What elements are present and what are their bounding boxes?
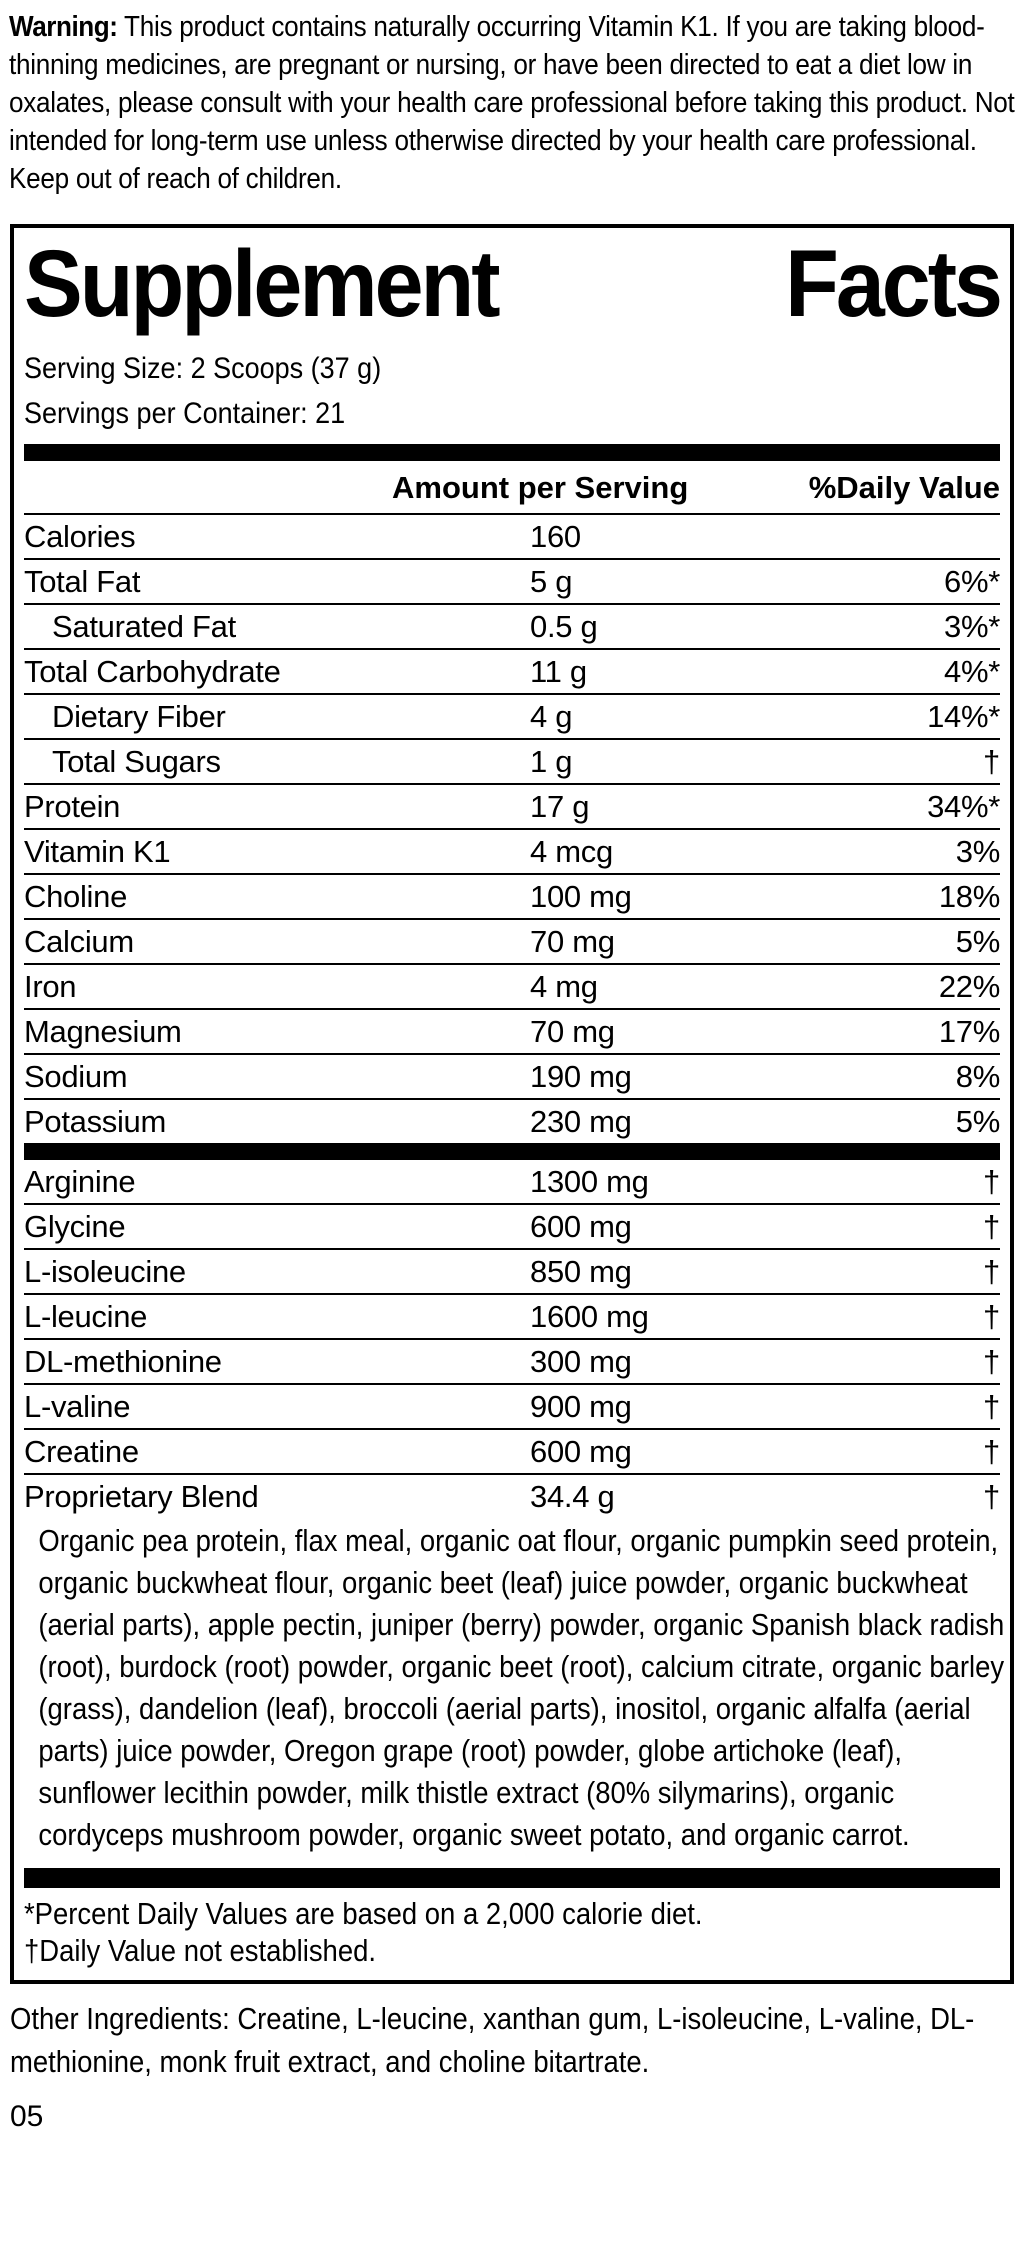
nutrient-amount: 900 mg xyxy=(530,1389,632,1424)
thick-divider-middle xyxy=(24,1143,1000,1160)
servings-per-container: Servings per Container: 21 xyxy=(24,397,346,430)
serving-info xyxy=(24,346,1000,436)
other-ingredients: Other Ingredients: Creatine, L-leucine, xanthan gum, L-isoleucine, L-valine, DL-methionine, monk fruit extract, and choline bitartrate. xyxy=(10,2002,975,2079)
nutrient-label: Glycine xyxy=(24,1209,126,1244)
nutrient-row xyxy=(24,785,1000,830)
nutrient-row xyxy=(24,1160,1000,1205)
nutrient-daily-value: † xyxy=(983,1389,1000,1424)
footnotes xyxy=(24,1888,1000,1972)
supplement-facts-panel xyxy=(10,224,1014,1984)
nutrient-label: Potassium xyxy=(24,1104,167,1139)
amino-acid-rows xyxy=(24,1160,1000,1475)
nutrient-row xyxy=(24,740,1000,785)
nutrient-daily-value: 8% xyxy=(955,1059,1000,1094)
nutrient-daily-value: 6%* xyxy=(944,564,1000,599)
nutrient-amount: 17 g xyxy=(530,789,590,824)
proprietary-blend-row xyxy=(24,1475,1000,1518)
nutrient-label: Sodium xyxy=(24,1059,128,1094)
nutrient-row xyxy=(24,605,1000,650)
nutrient-label: Vitamin K1 xyxy=(24,834,171,869)
table-header xyxy=(24,461,1000,515)
nutrient-amount: 4 mg xyxy=(530,969,598,1004)
nutrient-row xyxy=(24,1340,1000,1385)
panel-title-left: Supplement xyxy=(24,229,498,337)
nutrient-label: Calcium xyxy=(24,924,134,959)
nutrient-label: Iron xyxy=(24,969,77,1004)
nutrient-label: L-isoleucine xyxy=(24,1254,186,1289)
nutrient-amount: 4 mcg xyxy=(530,834,613,869)
nutrient-amount: 70 mg xyxy=(530,924,615,959)
nutrient-label: Calories xyxy=(24,519,136,554)
footnote-percent-daily-value: *Percent Daily Values are based on a 2,000 calorie diet. xyxy=(24,1897,703,1931)
nutrient-amount: 1 g xyxy=(530,744,573,779)
panel-title xyxy=(24,229,1000,344)
nutrient-daily-value: 17% xyxy=(938,1014,1000,1049)
serving-size: Serving Size: 2 Scoops (37 g) xyxy=(24,352,382,385)
nutrient-row xyxy=(24,1430,1000,1475)
page-number: 05 xyxy=(10,2100,44,2133)
nutrient-row xyxy=(24,515,1000,560)
nutrient-row xyxy=(24,965,1000,1010)
nutrient-label: Dietary Fiber xyxy=(52,699,226,734)
nutrient-amount: 34.4 g xyxy=(530,1479,615,1514)
nutrient-label: Protein xyxy=(24,789,121,824)
nutrient-amount: 0.5 g xyxy=(530,609,598,644)
nutrient-rows xyxy=(24,515,1000,1143)
nutrient-row xyxy=(24,875,1000,920)
nutrient-daily-value: † xyxy=(983,1164,1000,1199)
nutrient-amount: 850 mg xyxy=(530,1254,632,1289)
nutrient-daily-value: † xyxy=(983,1299,1000,1334)
nutrient-row xyxy=(24,1100,1000,1143)
nutrient-amount: 600 mg xyxy=(530,1209,632,1244)
footnote-daily-value-not-established: †Daily Value not established. xyxy=(24,1934,376,1968)
nutrient-amount: 190 mg xyxy=(530,1059,632,1094)
blend-ingredients: Organic pea protein, flax meal, organic oat flour, organic pumpkin seed protein, organic buckwheat flour, organic beet (leaf) juice powder, organic buckwheat (aerial parts), apple pectin, juniper (berry) powder, organic Spanish black radish (root), burdock (root) powder, organic beet (root), calcium citrate, organic barley (grass), dandelion (leaf), broccoli (aerial parts), inositol, organic alfalfa (aerial parts) juice powder, Oregon grape (root) powder, globe artichoke (leaf), sunflower lecithin powder, milk thistle extract (80% silymarins), organic cordyceps mushroom powder, organic sweet potato, and organic carrot. xyxy=(38,1524,1005,1852)
nutrient-row xyxy=(24,1205,1000,1250)
nutrient-amount: 160 xyxy=(530,519,581,554)
nutrient-amount: 100 mg xyxy=(530,879,632,914)
nutrient-row xyxy=(24,560,1000,605)
nutrient-label: Proprietary Blend xyxy=(24,1479,259,1514)
nutrient-daily-value: † xyxy=(983,1344,1000,1379)
nutrient-label: Total Sugars xyxy=(52,744,221,779)
nutrient-row xyxy=(24,1295,1000,1340)
nutrient-row xyxy=(24,920,1000,965)
panel-title-right: Facts xyxy=(785,229,1000,337)
nutrient-label: Choline xyxy=(24,879,128,914)
nutrient-label: Magnesium xyxy=(24,1014,182,1049)
nutrient-daily-value: 22% xyxy=(938,969,1000,1004)
nutrient-amount: 70 mg xyxy=(530,1014,615,1049)
column-header-amount: Amount per Serving xyxy=(392,470,689,505)
nutrient-daily-value: 3%* xyxy=(944,609,1000,644)
nutrient-label: Total Carbohydrate xyxy=(24,654,281,689)
column-header-daily-value: %Daily Value xyxy=(808,470,1000,505)
nutrient-row xyxy=(24,1010,1000,1055)
nutrient-label: Saturated Fat xyxy=(52,609,236,644)
nutrient-label: Arginine xyxy=(24,1164,136,1199)
nutrient-row xyxy=(24,830,1000,875)
warning-label: Warning: xyxy=(9,11,118,43)
nutrient-label: Creatine xyxy=(24,1434,139,1469)
nutrient-row xyxy=(24,1385,1000,1430)
thick-divider-top xyxy=(24,444,1000,461)
nutrient-row xyxy=(24,1250,1000,1295)
nutrient-daily-value: † xyxy=(983,1209,1000,1244)
nutrient-daily-value: 4%* xyxy=(944,654,1000,689)
nutrient-daily-value: † xyxy=(983,1434,1000,1469)
nutrient-amount: 230 mg xyxy=(530,1104,632,1139)
thick-divider-bottom xyxy=(24,1868,1000,1888)
nutrient-amount: 5 g xyxy=(530,564,573,599)
nutrient-amount: 4 g xyxy=(530,699,573,734)
nutrient-amount: 600 mg xyxy=(530,1434,632,1469)
nutrient-row xyxy=(24,650,1000,695)
nutrient-daily-value: † xyxy=(983,1479,1000,1514)
nutrient-daily-value: † xyxy=(983,1254,1000,1289)
nutrient-label: DL-methionine xyxy=(24,1344,222,1379)
nutrient-daily-value: 3% xyxy=(955,834,1000,869)
nutrient-label: L-leucine xyxy=(24,1299,148,1334)
nutrient-row xyxy=(24,695,1000,740)
nutrient-label: Total Fat xyxy=(24,564,141,599)
nutrient-daily-value: 5% xyxy=(955,1104,1000,1139)
nutrient-amount: 11 g xyxy=(530,654,587,689)
nutrient-daily-value: 34%* xyxy=(927,789,1000,824)
nutrient-daily-value: 5% xyxy=(955,924,1000,959)
nutrient-amount: 1600 mg xyxy=(530,1299,649,1334)
nutrient-daily-value: 14%* xyxy=(927,699,1000,734)
nutrient-amount: 300 mg xyxy=(530,1344,632,1379)
nutrient-row xyxy=(24,1055,1000,1100)
nutrient-daily-value: 18% xyxy=(938,879,1000,914)
warning-paragraph xyxy=(0,0,1024,198)
nutrient-amount: 1300 mg xyxy=(530,1164,649,1199)
nutrient-daily-value: † xyxy=(983,744,1000,779)
warning-text: This product contains naturally occurring Vitamin K1. If you are taking blood-thinning medicines, are pregnant or nursing, or have been directed to eat a diet low in oxalates, please consult with your health care professional before taking this product. Not intended for long-term use unless otherwise directed by your health care professional. Keep out of reach of children. xyxy=(9,11,1015,195)
nutrient-label: L-valine xyxy=(24,1389,131,1424)
